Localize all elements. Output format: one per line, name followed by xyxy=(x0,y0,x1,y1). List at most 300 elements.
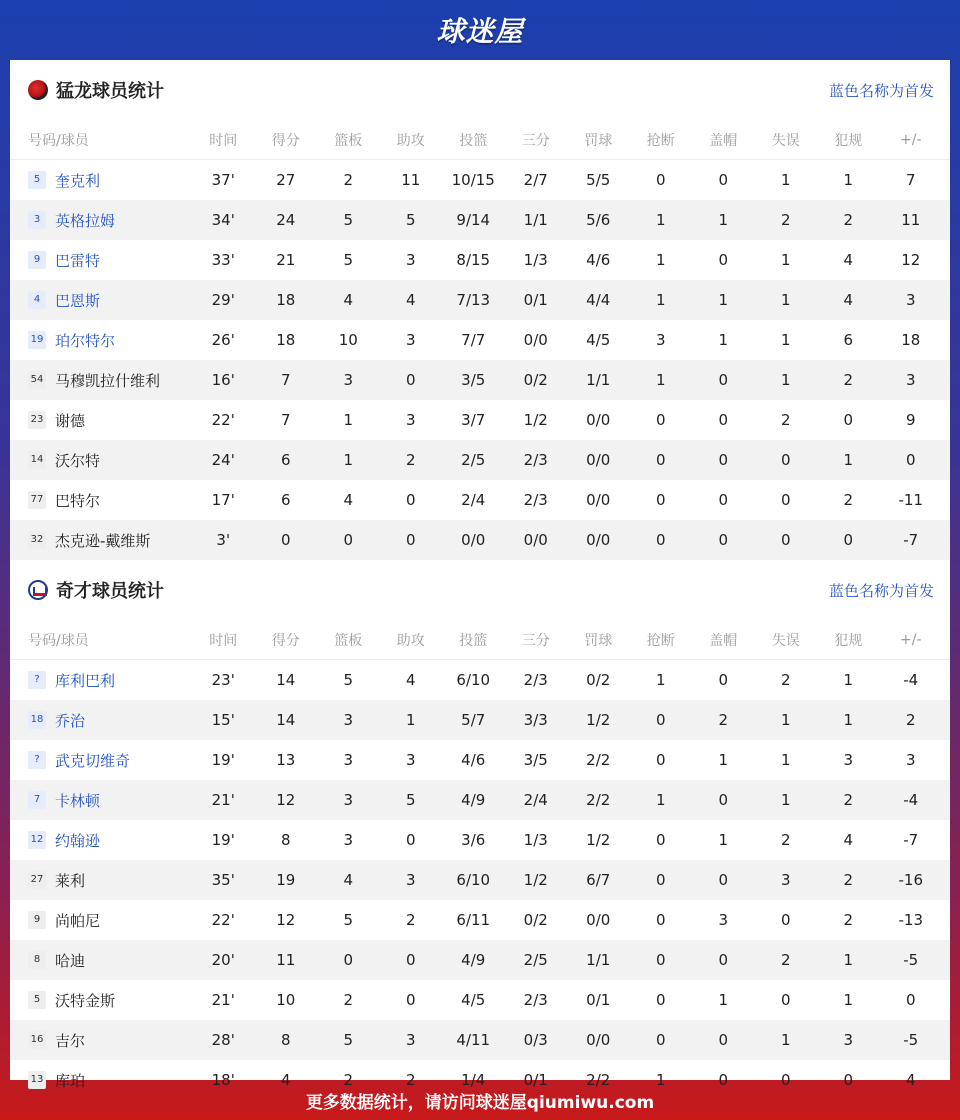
jersey-number-badge: 9 xyxy=(28,251,46,269)
stat-cell: 0 xyxy=(718,791,729,809)
stat-cell: 2/3 xyxy=(523,991,548,1009)
stat-cell: 0 xyxy=(655,911,666,929)
stat-cell: 1 xyxy=(780,171,791,189)
team-section xyxy=(10,560,950,1100)
stat-cell: 2 xyxy=(843,911,854,929)
stat-cell: 4 xyxy=(343,491,354,509)
column-header: 犯规 xyxy=(834,632,863,649)
stat-cell: 2 xyxy=(843,791,854,809)
site-logo: 球迷屋 xyxy=(436,15,524,48)
player-cell[interactable] xyxy=(10,170,192,191)
stat-cell: 6/10 xyxy=(456,671,491,689)
stat-cell: 29' xyxy=(211,291,235,309)
stat-cell: 7 xyxy=(280,371,291,389)
player-cell xyxy=(10,530,192,551)
stat-cell: 1 xyxy=(780,251,791,269)
player-row xyxy=(10,520,950,560)
section-title xyxy=(28,77,164,103)
stat-cell: 0 xyxy=(405,991,416,1009)
stat-cell: 6/7 xyxy=(586,871,611,889)
stat-cell: 5/7 xyxy=(461,711,486,729)
column-header: 得分 xyxy=(271,132,300,149)
stat-cell: -4 xyxy=(903,791,919,809)
player-row xyxy=(10,780,950,820)
stat-cell: 2 xyxy=(405,1071,416,1089)
column-header: 助攻 xyxy=(396,132,425,149)
stat-cell: 1/1 xyxy=(586,371,611,389)
stat-cell: 23' xyxy=(211,671,235,689)
player-name-link[interactable]: 奎克利 xyxy=(55,171,101,190)
player-cell xyxy=(10,950,192,971)
jersey-number-badge: 13 xyxy=(28,1071,46,1089)
stat-cell: 19 xyxy=(276,871,296,889)
stat-cell: 10/15 xyxy=(451,171,495,189)
column-header-player: 号码/球员 xyxy=(28,632,89,649)
stat-cell: 4 xyxy=(405,291,416,309)
player-name: 谢德 xyxy=(55,411,86,430)
player-row xyxy=(10,360,950,400)
stat-cell: 0 xyxy=(780,451,791,469)
stat-cell: 1/2 xyxy=(586,711,611,729)
column-header: 时间 xyxy=(209,632,238,649)
stat-cell: 0/2 xyxy=(586,671,611,689)
column-header: +/- xyxy=(900,131,922,148)
stat-cell: 0/0 xyxy=(586,1031,611,1049)
stat-cell: 3 xyxy=(405,871,416,889)
stat-cell: 33' xyxy=(211,251,235,269)
stat-cell: 3 xyxy=(343,791,354,809)
stat-cell: 1 xyxy=(780,751,791,769)
stat-cell: 3/7 xyxy=(461,411,486,429)
player-cell xyxy=(10,870,192,891)
stat-cell: 3 xyxy=(343,831,354,849)
team-section xyxy=(10,60,950,560)
stat-cell: 5 xyxy=(343,671,354,689)
stat-cell: 4 xyxy=(843,831,854,849)
stat-cell: 1 xyxy=(780,291,791,309)
stat-cell: 3 xyxy=(405,1031,416,1049)
player-name-link[interactable]: 武克切维奇 xyxy=(55,751,131,770)
player-cell xyxy=(10,1030,192,1051)
stat-cell: 1 xyxy=(780,1031,791,1049)
stat-cell: 14 xyxy=(276,671,296,689)
stat-cell: 0 xyxy=(718,371,729,389)
jersey-number-badge: ? xyxy=(28,751,46,769)
stat-cell: 12 xyxy=(901,251,921,269)
stat-cell: 4 xyxy=(343,291,354,309)
player-row xyxy=(10,820,950,860)
player-name-link[interactable]: 乔治 xyxy=(55,711,86,730)
stat-cell: 14 xyxy=(276,711,296,729)
stat-cell: 0 xyxy=(780,991,791,1009)
stat-cell: 2/7 xyxy=(523,171,548,189)
stat-cell: 19' xyxy=(211,831,235,849)
stat-cell: 0 xyxy=(655,751,666,769)
stat-cell: 3/5 xyxy=(461,371,486,389)
stat-cell: 2 xyxy=(843,371,854,389)
stat-cell: 1 xyxy=(655,791,666,809)
stat-cell: 3 xyxy=(405,411,416,429)
player-name: 杰克逊-戴维斯 xyxy=(55,531,151,550)
stat-cell: 2 xyxy=(343,171,354,189)
stat-cell: 2 xyxy=(405,911,416,929)
stat-cell: 6 xyxy=(280,491,291,509)
player-cell[interactable] xyxy=(10,330,192,351)
player-row xyxy=(10,980,950,1020)
column-header-row xyxy=(10,620,950,660)
column-header: 三分 xyxy=(521,632,550,649)
column-header: 罚球 xyxy=(584,132,613,149)
stat-cell: -11 xyxy=(898,491,923,509)
stat-cell: 24' xyxy=(211,451,235,469)
stat-cell: 2 xyxy=(843,211,854,229)
stat-cell: 0 xyxy=(718,451,729,469)
column-header: 助攻 xyxy=(396,632,425,649)
stat-cell: 0 xyxy=(843,1071,854,1089)
stat-cell: 11 xyxy=(276,951,296,969)
footer-banner xyxy=(0,1080,960,1120)
stat-cell: 11 xyxy=(401,171,421,189)
stat-cell: 0/3 xyxy=(523,1031,548,1049)
stat-cell: 0 xyxy=(718,951,729,969)
stat-cell: 2/5 xyxy=(523,951,548,969)
stat-cell: 3/3 xyxy=(523,711,548,729)
stat-cell: 3 xyxy=(905,751,916,769)
section-header xyxy=(10,560,950,620)
stat-cell: 5 xyxy=(343,211,354,229)
stat-cell: 3 xyxy=(780,871,791,889)
section-title-text: 猛龙球员统计 xyxy=(56,81,164,102)
player-row xyxy=(10,240,950,280)
stat-cell: 0 xyxy=(843,531,854,549)
jersey-number-badge: 4 xyxy=(28,291,46,309)
player-cell[interactable] xyxy=(10,790,192,811)
player-name-link[interactable]: 卡林顿 xyxy=(55,791,101,810)
jersey-number-badge: 14 xyxy=(28,451,46,469)
player-row xyxy=(10,940,950,980)
stat-cell: 12 xyxy=(276,791,296,809)
player-name: 吉尔 xyxy=(55,1031,86,1050)
stat-cell: 21' xyxy=(211,791,235,809)
stat-cell: 1 xyxy=(843,671,854,689)
stat-cell: 3 xyxy=(843,751,854,769)
stat-cell: 2 xyxy=(780,831,791,849)
player-cell xyxy=(10,490,192,511)
stat-cell: 18 xyxy=(276,291,296,309)
stat-cell: 1 xyxy=(718,751,729,769)
stat-cell: 2 xyxy=(405,451,416,469)
stat-cell: 4/6 xyxy=(586,251,611,269)
stat-cell: 2/3 xyxy=(523,671,548,689)
stat-cell: 0 xyxy=(718,871,729,889)
column-header-row xyxy=(10,120,950,160)
player-cell xyxy=(10,910,192,931)
stat-cell: 9 xyxy=(905,411,916,429)
stat-cell: 0 xyxy=(655,1031,666,1049)
stat-cell: 0 xyxy=(718,491,729,509)
stat-cell: 0/0 xyxy=(461,531,486,549)
player-name-link[interactable]: 英格拉姆 xyxy=(55,211,116,230)
stat-cell: 2/2 xyxy=(586,791,611,809)
stat-cell: 0 xyxy=(655,451,666,469)
stat-cell: 4 xyxy=(843,291,854,309)
player-row xyxy=(10,280,950,320)
stat-cell: 1 xyxy=(655,211,666,229)
stat-cell: 0 xyxy=(718,171,729,189)
column-header: +/- xyxy=(900,631,922,648)
player-name-link[interactable]: 库利巴利 xyxy=(55,671,116,690)
column-header: 投篮 xyxy=(459,632,488,649)
stat-cell: 1/2 xyxy=(523,411,548,429)
raptors-logo-icon xyxy=(28,80,48,100)
stat-cell: 3 xyxy=(405,251,416,269)
player-cell xyxy=(10,370,192,391)
player-cell xyxy=(10,990,192,1011)
column-header: 篮板 xyxy=(334,132,363,149)
stats-panel xyxy=(10,60,950,1090)
stat-cell: 24 xyxy=(276,211,296,229)
stat-cell: 1 xyxy=(843,991,854,1009)
stat-cell: 2 xyxy=(780,211,791,229)
column-header: 犯规 xyxy=(834,132,863,149)
player-cell[interactable] xyxy=(10,750,192,771)
player-cell[interactable] xyxy=(10,250,192,271)
stat-cell: 1 xyxy=(843,171,854,189)
column-header: 得分 xyxy=(271,632,300,649)
stat-cell: 2/4 xyxy=(461,491,486,509)
player-row xyxy=(10,860,950,900)
stat-cell: 1 xyxy=(405,711,416,729)
player-row xyxy=(10,1020,950,1060)
stat-cell: 4 xyxy=(843,251,854,269)
stat-cell: 9/14 xyxy=(456,211,491,229)
stat-cell: 1/1 xyxy=(586,951,611,969)
stat-cell: 1 xyxy=(655,291,666,309)
stat-cell: 2 xyxy=(343,1071,354,1089)
stat-cell: 1 xyxy=(780,791,791,809)
jersey-number-badge: 54 xyxy=(28,371,46,389)
player-row xyxy=(10,440,950,480)
stat-cell: 0 xyxy=(343,951,354,969)
stat-cell: 1 xyxy=(780,331,791,349)
player-name-link[interactable]: 巴雷特 xyxy=(55,251,101,270)
stat-cell: -16 xyxy=(898,871,923,889)
stat-cell: 0 xyxy=(343,531,354,549)
stat-cell: 0/2 xyxy=(523,371,548,389)
column-header: 三分 xyxy=(521,132,550,149)
stat-cell: 1/1 xyxy=(523,211,548,229)
player-row xyxy=(10,660,950,700)
stat-cell: 0 xyxy=(780,531,791,549)
player-name: 哈迪 xyxy=(55,951,86,970)
stat-cell: 0 xyxy=(655,531,666,549)
stat-cell: 1 xyxy=(843,951,854,969)
stat-cell: 37' xyxy=(211,171,235,189)
footer-text[interactable]: 更多数据统计，请访问球迷屋qiumiwu.com xyxy=(305,1092,655,1113)
player-cell[interactable] xyxy=(10,710,192,731)
stat-cell: 0 xyxy=(655,831,666,849)
stat-cell: 6 xyxy=(280,451,291,469)
stat-cell: 7/7 xyxy=(461,331,486,349)
stat-cell: 0/0 xyxy=(586,451,611,469)
stat-cell: 1 xyxy=(655,1071,666,1089)
stat-cell: 2 xyxy=(718,711,729,729)
jersey-number-badge: 18 xyxy=(28,711,46,729)
stat-cell: 0/0 xyxy=(586,411,611,429)
stat-cell: 5 xyxy=(343,911,354,929)
stat-cell: 1 xyxy=(780,711,791,729)
stat-cell: 1 xyxy=(843,711,854,729)
stat-cell: 35' xyxy=(211,871,235,889)
stat-cell: 18' xyxy=(211,1071,235,1089)
stat-cell: -5 xyxy=(903,1031,919,1049)
column-header: 盖帽 xyxy=(709,132,738,149)
stat-cell: 2 xyxy=(343,991,354,1009)
column-header: 篮板 xyxy=(334,632,363,649)
player-name-link[interactable]: 巴恩斯 xyxy=(55,291,101,310)
stat-cell: 4/6 xyxy=(461,751,486,769)
stat-cell: 1 xyxy=(655,671,666,689)
jersey-number-badge: 8 xyxy=(28,951,46,969)
stat-cell: 5/5 xyxy=(586,171,611,189)
stat-cell: 1 xyxy=(718,211,729,229)
stat-cell: 2/3 xyxy=(523,451,548,469)
stat-cell: 3 xyxy=(405,751,416,769)
stat-cell: 0 xyxy=(405,491,416,509)
player-cell[interactable] xyxy=(10,670,192,691)
stat-cell: 3 xyxy=(405,331,416,349)
section-title xyxy=(28,577,164,603)
stat-cell: 0 xyxy=(655,171,666,189)
stat-cell: 0 xyxy=(655,411,666,429)
stat-cell: 0 xyxy=(718,1031,729,1049)
stat-cell: 17' xyxy=(211,491,235,509)
section-header xyxy=(10,60,950,120)
stat-cell: 0 xyxy=(718,251,729,269)
stat-cell: 1 xyxy=(655,251,666,269)
stat-cell: 0 xyxy=(655,491,666,509)
column-header: 失误 xyxy=(771,632,800,649)
stat-cell: 13 xyxy=(276,751,296,769)
stat-cell: 4/5 xyxy=(461,991,486,1009)
stat-cell: 0/1 xyxy=(586,991,611,1009)
player-name: 库珀 xyxy=(55,1071,86,1090)
stat-cell: 3 xyxy=(343,751,354,769)
stat-cell: 0 xyxy=(905,991,916,1009)
stat-cell: 1 xyxy=(718,331,729,349)
stat-cell: 11 xyxy=(901,211,921,229)
stat-cell: 7/13 xyxy=(456,291,491,309)
column-header: 抢断 xyxy=(646,132,675,149)
stat-cell: 0/0 xyxy=(586,911,611,929)
stat-cell: 0 xyxy=(718,411,729,429)
stat-cell: 18 xyxy=(901,331,921,349)
stat-cell: 21' xyxy=(211,991,235,1009)
stat-cell: 1/2 xyxy=(586,831,611,849)
column-header: 盖帽 xyxy=(709,632,738,649)
stat-cell: 22' xyxy=(211,911,235,929)
player-name-link[interactable]: 约翰逊 xyxy=(55,831,101,850)
stat-cell: 10 xyxy=(276,991,296,1009)
stat-cell: 3 xyxy=(905,291,916,309)
stat-cell: 2 xyxy=(843,871,854,889)
player-name: 莱利 xyxy=(55,871,86,890)
top-banner xyxy=(0,0,960,60)
stat-cell: 1 xyxy=(843,451,854,469)
stat-cell: 20' xyxy=(211,951,235,969)
stat-cell: 0 xyxy=(655,951,666,969)
player-name-link[interactable]: 珀尔特尔 xyxy=(55,331,116,350)
player-cell[interactable] xyxy=(10,290,192,311)
stat-cell: 5 xyxy=(343,251,354,269)
stat-cell: 0 xyxy=(405,951,416,969)
team-sections xyxy=(10,60,950,1100)
stat-cell: 5 xyxy=(343,1031,354,1049)
stat-cell: 26' xyxy=(211,331,235,349)
player-name: 尚帕尼 xyxy=(55,911,101,930)
stat-cell: 2/2 xyxy=(586,1071,611,1089)
jersey-number-badge: 77 xyxy=(28,491,46,509)
stat-cell: 3' xyxy=(216,531,231,549)
player-row xyxy=(10,160,950,200)
stat-cell: 0/0 xyxy=(523,331,548,349)
stat-cell: 3 xyxy=(718,911,729,929)
stat-cell: 1 xyxy=(343,411,354,429)
jersey-number-badge: 5 xyxy=(28,991,46,1009)
stat-cell: 1 xyxy=(718,291,729,309)
stat-cell: 4 xyxy=(405,671,416,689)
stat-cell: 0 xyxy=(843,411,854,429)
stat-cell: 0 xyxy=(405,831,416,849)
stat-cell: 4/4 xyxy=(586,291,611,309)
stat-cell: 0 xyxy=(780,911,791,929)
stat-cell: 1 xyxy=(718,831,729,849)
jersey-number-badge: 16 xyxy=(28,1031,46,1049)
stat-cell: 0 xyxy=(405,531,416,549)
stat-cell: 12 xyxy=(276,911,296,929)
stat-cell: 2 xyxy=(843,491,854,509)
starter-legend-note: 蓝色名称为首发 xyxy=(828,581,934,600)
stat-cell: 1/3 xyxy=(523,251,548,269)
stat-cell: 3 xyxy=(905,371,916,389)
stat-cell: 1/4 xyxy=(461,1071,486,1089)
stat-cell: 2/2 xyxy=(586,751,611,769)
stat-cell: 0 xyxy=(780,491,791,509)
stat-cell: 8/15 xyxy=(456,251,491,269)
stat-cell: 0 xyxy=(718,1071,729,1089)
stat-cell: 1 xyxy=(780,371,791,389)
player-row xyxy=(10,200,950,240)
column-header: 抢断 xyxy=(646,632,675,649)
player-cell[interactable] xyxy=(10,210,192,231)
jersey-number-badge: 12 xyxy=(28,831,46,849)
stat-cell: 0 xyxy=(280,531,291,549)
player-cell xyxy=(10,410,192,431)
stat-cell: 6 xyxy=(843,331,854,349)
stat-cell: 15' xyxy=(211,711,235,729)
jersey-number-badge: 32 xyxy=(28,531,46,549)
jersey-number-badge: 3 xyxy=(28,211,46,229)
column-header: 时间 xyxy=(209,132,238,149)
stat-cell: -5 xyxy=(903,951,919,969)
stat-cell: 4/9 xyxy=(461,951,486,969)
stat-cell: 21 xyxy=(276,251,296,269)
stat-cell: 0 xyxy=(405,371,416,389)
player-cell[interactable] xyxy=(10,830,192,851)
column-header: 投篮 xyxy=(459,132,488,149)
stat-cell: 2/4 xyxy=(523,791,548,809)
stat-cell: 4 xyxy=(280,1071,291,1089)
